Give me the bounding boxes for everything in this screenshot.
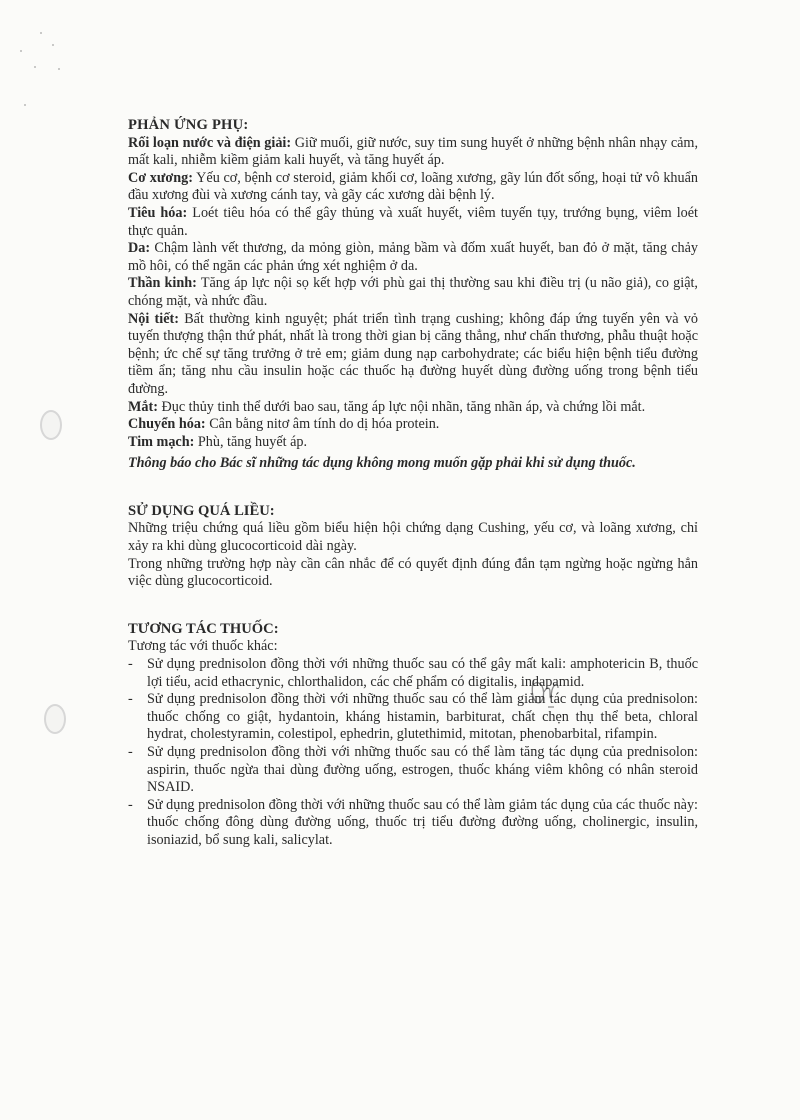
punch-hole-icon <box>44 704 66 734</box>
side-effect-item <box>128 311 698 399</box>
side-effect-text: Phù, tăng huyết áp. <box>194 433 308 450</box>
side-effect-item <box>128 240 698 275</box>
side-effect-label: Nội tiết: <box>128 310 179 327</box>
interactions-list <box>128 656 698 850</box>
side-effect-item <box>128 170 698 205</box>
side-effect-label: Chuyển hóa: <box>128 416 206 433</box>
side-effect-label: Tim mạch: <box>128 433 195 450</box>
side-effect-label: Mắt: <box>128 398 158 415</box>
side-effect-text: Chậm lành vết thương, da mỏng giòn, mảng bầm và đốm xuất huyết, ban đỏ ở mặt, tăng chảy mồ hôi, có thể ngăn các phản ứng xét nghiệm ở da. <box>128 240 698 274</box>
side-effect-text: Giữ muối, giữ nước, suy tim sung huyết ở những bệnh nhân nhạy cảm, mất kali, nhiễm kiềm giảm kali huyết, và tăng huyết áp. <box>128 134 698 169</box>
interactions-intro: Tương tác với thuốc khác: <box>128 638 278 655</box>
side-effect-item <box>128 399 698 417</box>
list-item <box>128 744 698 797</box>
side-effect-text: Cân bằng nitơ âm tính do dị hóa protein. <box>205 416 440 433</box>
overdose-paragraph: Trong những trường hợp này cần cân nhắc để có quyết định đúng đắn tạm ngừng hoặc ngừng hẳn việc dùng glucocorticoid. <box>128 555 698 590</box>
bullet-dash: - <box>128 744 133 760</box>
list-item <box>128 797 698 850</box>
side-effect-text: Tăng áp lực nội sọ kết hợp với phù gai thị thường sau khi điều trị (u não giả), co giật, chóng mặt, và nhức đầu. <box>128 275 698 309</box>
side-effect-item <box>128 205 698 240</box>
list-item <box>128 691 698 744</box>
side-effect-item <box>128 135 698 170</box>
side-effect-label: Da: <box>128 240 151 257</box>
side-effect-text: Loét tiêu hóa có thể gây thủng và xuất huyết, viêm tuyến tụy, trướng bụng, viêm loét thực quản. <box>128 204 698 239</box>
overdose-section <box>128 503 698 591</box>
overdose-heading: SỬ DỤNG QUÁ LIỀU: <box>128 502 275 519</box>
list-item-text: Sử dụng prednisolon đồng thời với những thuốc sau có thể làm giảm tác dụng của prednisolon: thuốc chống co giật, hydantoin, kháng histamin, barbiturat, chất chẹn thụ thể beta, chloral hydrat, cholestyramin, colestipol, ephedrin, glutethimid, mitotan, phenobarbital, rifampin. <box>147 691 698 743</box>
list-item <box>128 656 698 691</box>
side-effects-section <box>128 117 698 473</box>
side-effect-text: Yếu cơ, bệnh cơ steroid, giảm khối cơ, loãng xương, gãy lún đốt sống, hoại tử vô khuẩn đầu xương đùi và xương cánh tay, và gãy các xương dài bệnh lý. <box>128 169 699 204</box>
list-item-text: Sử dụng prednisolon đồng thời với những thuốc sau có thể gây mất kali: amphotericin B, thuốc lợi tiểu, acid ethacrynic, chlorthalidon, các chế phẩm có digitalis, indapamid. <box>147 656 698 690</box>
side-effect-label: Cơ xương: <box>128 169 193 186</box>
side-effects-heading: PHẢN ỨNG PHỤ: <box>128 117 249 133</box>
interactions-section <box>128 621 698 850</box>
bullet-dash: - <box>128 796 133 813</box>
side-effect-item <box>128 275 698 310</box>
interactions-heading: TƯƠNG TÁC THUỐC: <box>128 620 279 637</box>
side-effect-label: Rối loạn nước và điện giải: <box>128 134 292 151</box>
list-item-text: Sử dụng prednisolon đồng thời với những thuốc sau có thể làm tăng tác dụng của prednisolon: aspirin, thuốc ngừa thai dùng đường uống, estrogen, thuốc kháng viêm không có nhân steroid NSAID. <box>147 744 698 796</box>
side-effect-label: Tiêu hóa: <box>128 204 188 221</box>
punch-hole-icon <box>40 410 62 440</box>
side-effect-item <box>128 434 698 452</box>
doctor-notice: Thông báo cho Bác sĩ những tác dụng không mong muốn gặp phải khi sử dụng thuốc. <box>128 455 636 472</box>
list-item-text: Sử dụng prednisolon đồng thời với những thuốc sau có thể làm giảm tác dụng của các thuốc này: thuốc chống đông dùng đường uống, thuốc trị tiểu đường đường uống, cholinergic, insulin, isoniazid, bổ sung kali, salicylat. <box>147 796 698 848</box>
side-effects-list <box>128 135 698 452</box>
overdose-paragraph: Những triệu chứng quá liều gồm biểu hiện hội chứng dạng Cushing, yếu cơ, và loãng xương, chỉ xảy ra khi dùng glucocorticoid dài ngày. <box>128 520 698 555</box>
side-effect-item <box>128 416 698 434</box>
bullet-dash: - <box>128 691 133 708</box>
bullet-dash: - <box>128 656 133 673</box>
side-effect-label: Thần kinh: <box>128 275 197 292</box>
side-effect-text: Bất thường kinh nguyệt; phát triển tình trạng cushing; không đáp ứng tuyến yên và vỏ tuyến thượng thận thứ phát, nhất là trong thời gian bị căng thẳng, như chấn thương, phẫu thuật hoặc bệnh; ức chế sự tăng trưởng ở trẻ em; giảm dung nạp carbohydrate; các biểu hiện bệnh tiểu đường tiềm ẩn; tăng nhu cầu insulin hoặc các thuốc hạ đường huyết dùng đường uống trong bệnh tiểu đường. <box>128 310 698 397</box>
main-content <box>128 117 698 850</box>
side-effect-text: Đục thủy tinh thể dưới bao sau, tăng áp lực nội nhãn, tăng nhãn áp, và chứng lồi mắt. <box>157 398 646 415</box>
